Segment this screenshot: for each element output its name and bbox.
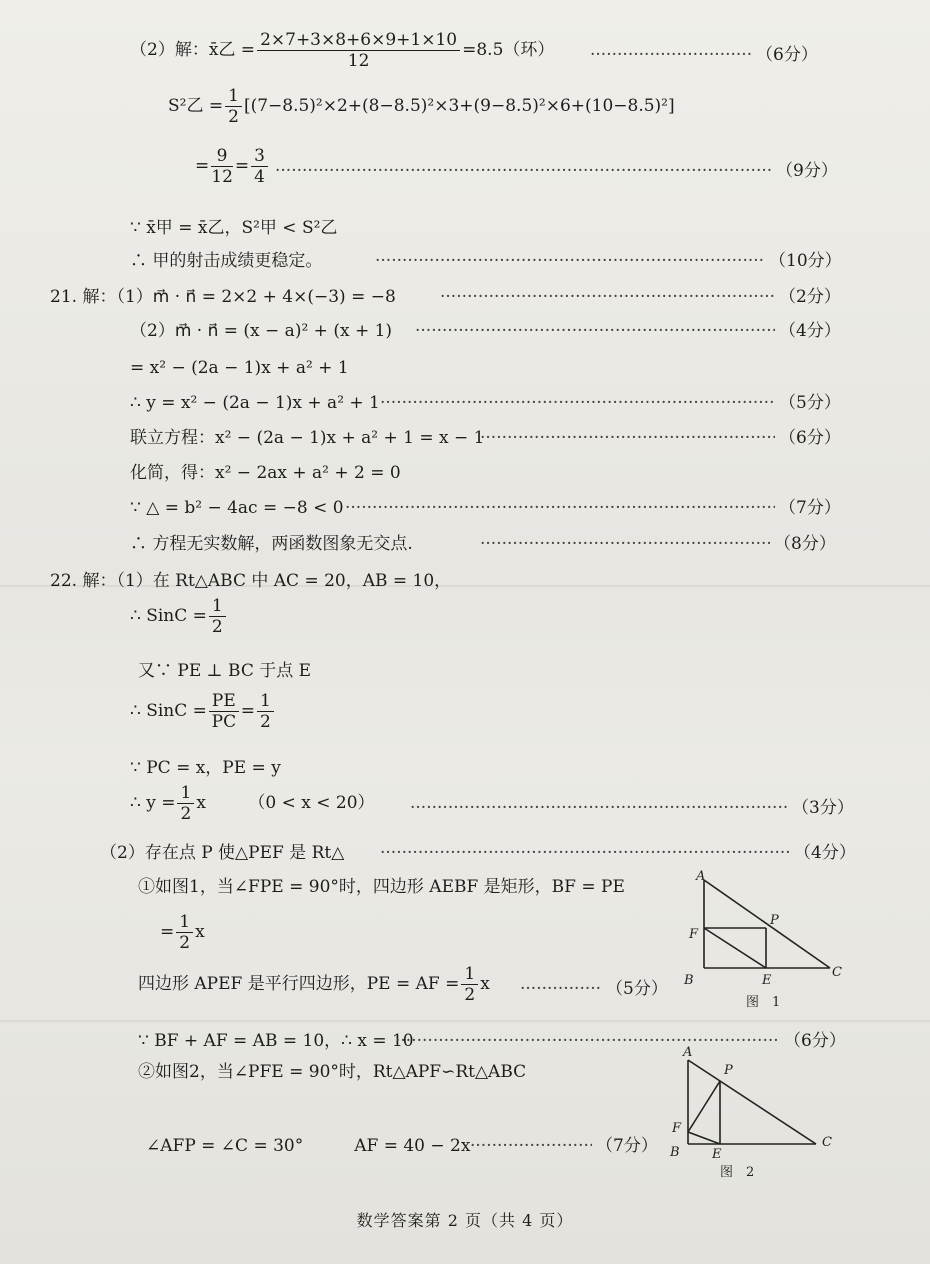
fraction: [209, 691, 239, 732]
score-points: （3分）: [792, 798, 854, 818]
math-text: ∴ 甲的射击成绩更稳定。: [130, 251, 323, 271]
line-text: [50, 570, 451, 592]
numerator: 9: [211, 146, 233, 167]
leader-dots: [380, 842, 790, 864]
denominator: 12: [211, 167, 233, 187]
fig2-label-B: B: [670, 1145, 680, 1160]
math-text: 化简，得：x² − 2ax + a² + 2 = 0: [130, 463, 401, 483]
line-text: [130, 30, 554, 71]
leader-dots: [375, 250, 765, 272]
numerator: 1: [257, 691, 274, 712]
fraction: [257, 30, 460, 71]
numerator: 1: [461, 964, 478, 985]
math-text: 又∵ PE ⊥ BC 于点 E: [138, 661, 312, 681]
math-text: （2）解：x̄乙 =: [130, 40, 256, 60]
score-points: （10分）: [769, 251, 842, 271]
fraction: [177, 783, 194, 824]
math-text: （2）m⃗ · n⃗ = (x − a)² + (x + 1): [130, 321, 393, 341]
math-text: =: [240, 701, 256, 721]
numerator: 1: [177, 783, 194, 804]
page-footer: 数学答案第 2 页（共 4 页）: [356, 1211, 574, 1230]
numerator: 3: [251, 146, 268, 167]
math-text: ∴ SinC =: [130, 606, 207, 626]
line-text: [138, 660, 311, 682]
math-text: =: [234, 156, 250, 176]
denominator: PC: [211, 712, 237, 732]
math-text: ①如图1，当∠FPE = 90°时，四边形 AEBF 是矩形，BF = PE: [138, 877, 625, 897]
score-points: （2分）: [779, 287, 841, 307]
line-text: [130, 533, 413, 555]
denominator: 2: [228, 107, 239, 127]
line-text: [146, 1135, 470, 1157]
leader-dots: [380, 392, 775, 414]
line-text: [138, 964, 490, 1005]
score-points: （7分）: [779, 498, 841, 518]
leader-dots: [520, 978, 602, 1000]
fig1-label-B: B: [684, 973, 694, 988]
denominator: 2: [211, 617, 223, 637]
denominator: 2: [180, 804, 192, 824]
line-text: [130, 357, 349, 379]
line-text: [168, 86, 675, 127]
fig2-caption: 图 2: [720, 1165, 755, 1180]
leader-dots: [480, 427, 775, 449]
score-points: （4分）: [794, 843, 856, 863]
fig2-label-C: C: [822, 1135, 832, 1150]
score-points: （6分）: [784, 1031, 846, 1051]
score-points: （8分）: [774, 534, 836, 554]
line-text: [130, 217, 337, 239]
math-text: ∵ △ = b² − 4ac = −8 < 0: [130, 498, 344, 518]
math-text: ②如图2，当∠PFE = 90°时，Rt△APF∽Rt△ABC: [138, 1062, 527, 1082]
fig2-label-F: F: [672, 1121, 682, 1136]
fraction: [461, 964, 478, 1005]
line-text: [138, 1061, 526, 1083]
math-text: ∵ PC = x，PE = y: [130, 758, 281, 778]
denominator: 2: [464, 985, 476, 1005]
numerator: 1: [209, 596, 226, 617]
math-text: ∵ BF + AF = AB = 10，∴ x = 10: [138, 1031, 414, 1051]
math-text: 21. 解：（1）m⃗ · n⃗ = 2×2 + 4×(−3) = −8: [50, 287, 396, 307]
line-text: [138, 876, 625, 898]
leader-dots: [480, 533, 770, 555]
leader-dots: [410, 797, 788, 819]
line-text: [130, 757, 281, 779]
fig1-label-A: A: [696, 869, 706, 884]
denominator: 2: [179, 933, 191, 953]
leader-dots: [345, 497, 775, 519]
line-text: [50, 286, 396, 308]
numerator: 1: [225, 86, 242, 107]
fig2-label-P: P: [724, 1063, 733, 1078]
math-text: 四边形 APEF 是平行四边形，PE = AF =: [138, 974, 460, 994]
math-text: S²乙 =: [168, 96, 224, 116]
fraction: [225, 86, 242, 127]
math-text: ∴ y = x² − (2a − 1)x + a² + 1: [130, 393, 380, 413]
fig1-label-F: F: [689, 927, 699, 942]
math-text: 联立方程：x² − (2a − 1)x + a² + 1 = x − 1: [130, 428, 485, 448]
fig1-label-C: C: [832, 965, 842, 980]
line-text: [160, 912, 205, 953]
math-text: （2）存在点 P 使△PEF 是 Rt△: [100, 843, 345, 863]
leader-dots: [440, 286, 775, 308]
math-text: ∵ x̄甲 = x̄乙，S²甲 < S²乙: [130, 218, 338, 238]
line-text: [195, 146, 270, 187]
denominator: 4: [254, 167, 265, 187]
fig2-label-E: E: [712, 1147, 722, 1162]
math-text: =8.5（环）: [462, 40, 555, 60]
line-text: [130, 427, 485, 449]
leader-dots: [470, 1135, 592, 1157]
line-text: [130, 392, 380, 414]
math-text: ∴ 方程无实数解，两函数图象无交点.: [130, 534, 413, 554]
line-text: [130, 596, 228, 637]
math-text: =: [195, 156, 210, 176]
math-text: x （0 < x < 20）: [196, 793, 375, 813]
math-text: = x² − (2a − 1)x + a² + 1: [130, 358, 349, 378]
math-text: x: [480, 974, 490, 994]
fraction: [176, 912, 193, 953]
figure-2: [664, 1044, 844, 1189]
math-text: x: [195, 922, 205, 942]
score-points: （5分）: [606, 979, 668, 999]
fig1-label-E: E: [762, 973, 772, 988]
fig2-label-A: A: [683, 1045, 693, 1060]
math-text: ∴ SinC =: [130, 701, 207, 721]
leader-dots: [275, 160, 772, 182]
score-points: （6分）: [779, 428, 841, 448]
fraction: [251, 146, 268, 187]
fraction: [209, 596, 226, 637]
fig1-caption: 图 1: [746, 995, 781, 1010]
math-text: 22. 解：（1）在 Rt△ABC 中 AC = 20，AB = 10，: [50, 571, 452, 591]
score-points: （6分）: [756, 45, 818, 65]
line-text: [130, 497, 344, 519]
line-text: [138, 1030, 414, 1052]
score-points: （4分）: [779, 321, 841, 341]
fraction: [257, 691, 274, 732]
line-text: [130, 462, 401, 484]
score-points: （7分）: [596, 1136, 658, 1156]
leader-dots: [415, 320, 775, 342]
numerator: 2×7+3×8+6×9+1×10: [257, 30, 460, 51]
leader-dots: [590, 44, 752, 66]
line-text: [100, 842, 344, 864]
line-text: [130, 320, 392, 342]
figure-1: [680, 866, 850, 1016]
score-points: （9分）: [776, 161, 838, 181]
math-text: =: [160, 922, 175, 942]
fraction: [211, 146, 233, 187]
math-text: ∴ y =: [130, 793, 176, 813]
math-text: ∠AFP = ∠C = 30° AF = 40 − 2x: [146, 1136, 471, 1156]
fig1-label-P: P: [770, 913, 779, 928]
denominator: 2: [260, 712, 271, 732]
numerator: 1: [176, 912, 193, 933]
line-text: [130, 691, 276, 732]
numerator: PE: [209, 691, 239, 712]
line-text: [130, 783, 375, 824]
denominator: 12: [347, 51, 370, 71]
line-text: [130, 250, 322, 272]
score-points: （5分）: [779, 393, 841, 413]
math-text: [(7−8.5)²×2+(8−8.5)²×3+(9−8.5)²×6+(10−8.5)²]: [243, 96, 675, 116]
